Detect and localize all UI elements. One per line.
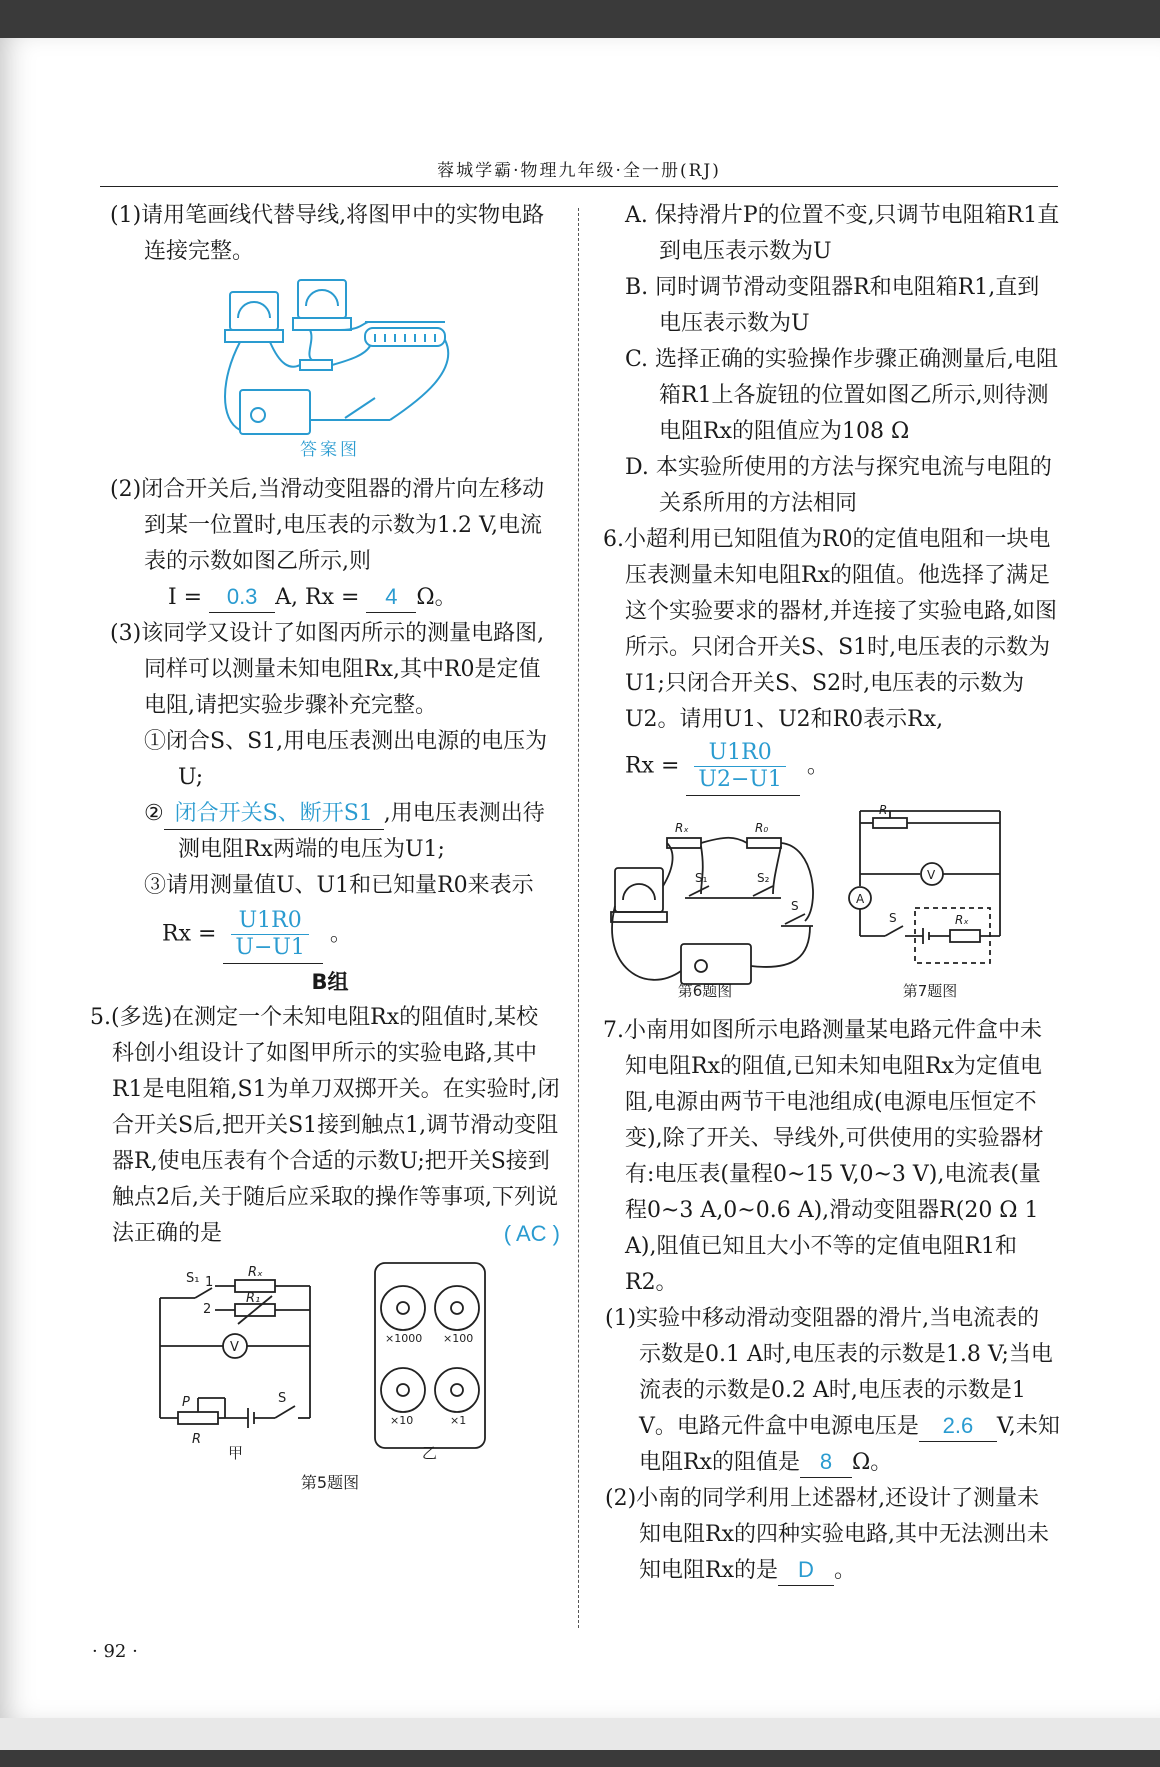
header-rule [100, 186, 1058, 187]
q2-body: (2)闭合开关后,当滑动变阻器的滑片向左移动到某一位置时,电压表的示数为1.2 V,电流表的示数如图乙所示,则 [110, 477, 545, 574]
q2-r-unit: Ω。 [416, 585, 457, 610]
q1-text: (1)请用笔画线代替导线,将图甲中的实物电路连接完整。 [110, 203, 545, 264]
step3-fraction [231, 908, 309, 961]
step3-lhs: Rx = [162, 921, 217, 947]
page-bottom-edge [0, 1718, 1160, 1750]
q3-step3: ③请用测量值U、U1和已知量R0来表示 [144, 873, 534, 898]
q3-formula [162, 908, 560, 964]
svg-text:R: R [879, 803, 888, 817]
q6-numerator: U1R0 [694, 740, 786, 767]
q2-text [110, 472, 560, 616]
fig7-caption: 第7题图 [902, 982, 958, 1000]
q2-i-unit: A, [275, 585, 299, 610]
q7-2-end: 。 [833, 1558, 856, 1583]
q6-fraction [694, 740, 786, 793]
fig5-label-jia: 甲 [228, 1444, 244, 1462]
step2-num: ② [144, 801, 164, 826]
answer-circuit-figure [100, 270, 560, 460]
q6-q7-figures [605, 796, 1060, 1001]
svg-text:R₀: R₀ [755, 821, 769, 835]
q6-denominator: U2−U1 [698, 767, 782, 792]
fig5-label-yi: 乙 [422, 1444, 438, 1462]
fig5-caption: 第5题图 [300, 1473, 360, 1492]
svg-text:Rₓ: Rₓ [955, 913, 969, 927]
svg-text:S: S [278, 1391, 287, 1406]
svg-text:1: 1 [205, 1275, 214, 1290]
q5-answer: AC [515, 1221, 547, 1246]
column-divider [578, 208, 579, 1628]
svg-text:R: R [192, 1432, 202, 1447]
q2-i-answer: 0.3 [209, 582, 275, 613]
step3-numerator: U1R0 [231, 908, 309, 935]
option-a: A. 保持滑片P的位置不变,只调节电阻箱R1直到电压表示数为U [625, 203, 1060, 264]
right-column [605, 198, 1060, 1589]
q7-part2 [605, 1481, 1060, 1589]
svg-text:V: V [927, 868, 936, 882]
q5-answer-bracket: ( AC ) [503, 1221, 560, 1246]
q2-r-label: Rx = [305, 585, 360, 610]
fig6-caption: 第6题图 [677, 982, 733, 1000]
svg-text:S: S [889, 911, 897, 925]
option-d: D. 本实验所使用的方法与探究电流与电阻的关系所用的方法相同 [625, 455, 1052, 516]
svg-text:A: A [856, 892, 865, 906]
step2-answer: 闭合开关S、断开S1 [164, 799, 384, 830]
page-header: 蓉城学霸·物理九年级·全一册(RJ) [437, 161, 721, 181]
q7-1-answer-r: 8 [800, 1447, 852, 1478]
step3-end: 。 [329, 921, 352, 947]
dial-label-1000: ×1000 [385, 1332, 423, 1345]
q7-1-mid: V,未知电阻Rx的阻值是 [639, 1414, 1060, 1475]
q7-2-answer: D [778, 1555, 834, 1586]
q6-text: 6.小超利用已知阻值为R0的定值电阻和一块电压表测量未知电阻Rx的阻值。他选择了满足这个实验要求的器材,并连接了实验电路,如图所示。只闭合开关S、S1时,电压表的示数为U1;只闭合开关S、S2时,电压表的示数为U2。请用U1、U2和R0表示Rx, [603, 527, 1057, 732]
step2-rest: ,用电压表测出待测电阻Rx两端的电压为U1; [178, 801, 545, 862]
q7-part1 [605, 1301, 1060, 1481]
q6-answer-line [686, 740, 800, 796]
option-b: B. 同时调节滑动变阻器R和电阻箱R1,直到电压表示数为U [625, 275, 1040, 336]
q7-2-body: (2)小南的同学利用上述器材,还设计了测量未知电阻Rx的四种实验电路,其中无法测出未知电阻Rx的是 [605, 1486, 1049, 1583]
group-b-heading: B组 [311, 970, 349, 994]
step3-answer-line [223, 908, 323, 964]
dial-label-10: ×10 [390, 1414, 414, 1427]
q3-text: (3)该同学又设计了如图丙所示的测量电路图,同样可以测量未知电阻Rx,其中R0是定值电阻,请把实验步骤补充完整。 [110, 621, 545, 718]
q7-text: 7.小南用如图所示电路测量某电路元件盒中未知电阻Rx的阻值,已知未知电阻Rx为定值电阻,电源由两节干电池组成(电源电压恒定不变),除了开关、导线外,可供使用的实验器材有:电压表(量程0~15 V,0~3 V),电流表(量程0~3 A,0~0.6 A),滑动变阻器R(20 Ω 1 A),阻值已知且大小不等的定值电阻R1和R2。 [603, 1018, 1044, 1295]
svg-text:S₂: S₂ [757, 871, 770, 885]
dial-label-1: ×1 [450, 1414, 467, 1427]
q6-end: 。 [806, 753, 829, 779]
svg-text:2: 2 [203, 1302, 212, 1317]
q7-1-end: Ω。 [851, 1450, 893, 1475]
q3-step2 [144, 796, 560, 868]
step3-denominator: U−U1 [235, 935, 305, 960]
fig5-label-s1: S₁ [186, 1271, 200, 1286]
option-c: C. 选择正确的实验操作步骤正确测量后,电阻箱R1上各旋钮的位置如图乙所示,则待测电阻Rx的阻值应为108 Ω [625, 347, 1059, 444]
left-column [90, 198, 560, 1505]
q7-1-answer-v: 2.6 [919, 1411, 997, 1442]
svg-text:Rₓ: Rₓ [675, 821, 689, 835]
q5-figures [100, 1258, 560, 1493]
svg-text:V: V [230, 1340, 239, 1355]
q7-1-body: (1)实验中移动滑动变阻器的滑片,当电流表的示数是0.1 A时,电压表的示数是1.8 V;当电流表的示数是0.2 A时,电压表的示数是1 V。电路元件盒中电源电压是 [605, 1306, 1053, 1439]
page-number: · 92 · [92, 1641, 138, 1662]
svg-text:R₁: R₁ [246, 1291, 261, 1306]
dial-label-100: ×100 [443, 1332, 474, 1345]
q2-r-answer: 4 [366, 582, 416, 613]
q6-formula [625, 740, 1060, 796]
q3-step1: ①闭合S、S1,用电压表测出电源的电压为U; [144, 729, 548, 790]
svg-text:S₁: S₁ [695, 871, 708, 885]
svg-text:P: P [182, 1395, 190, 1410]
q6-lhs: Rx = [625, 753, 680, 779]
q2-i-label: I = [168, 585, 203, 610]
svg-text:Rₓ: Rₓ [248, 1265, 263, 1280]
book-page [0, 38, 1160, 1718]
q5-body: 5.(多选)在测定一个未知电阻Rx的阻值时,某校科创小组设计了如图甲所示的实验电路,其中R1是电阻箱,S1为单刀双掷开关。在实验时,闭合开关S后,把开关S1接到触点1,调节滑动变阻器R,使电压表有个合适的示数U;把开关S接到触点2后,关于随后应采取的操作等事项,下列说法正确的是 [90, 1005, 560, 1246]
q5-text [90, 1000, 560, 1252]
answer-figure-caption: 答案图 [300, 440, 360, 460]
svg-text:S: S [791, 899, 799, 913]
